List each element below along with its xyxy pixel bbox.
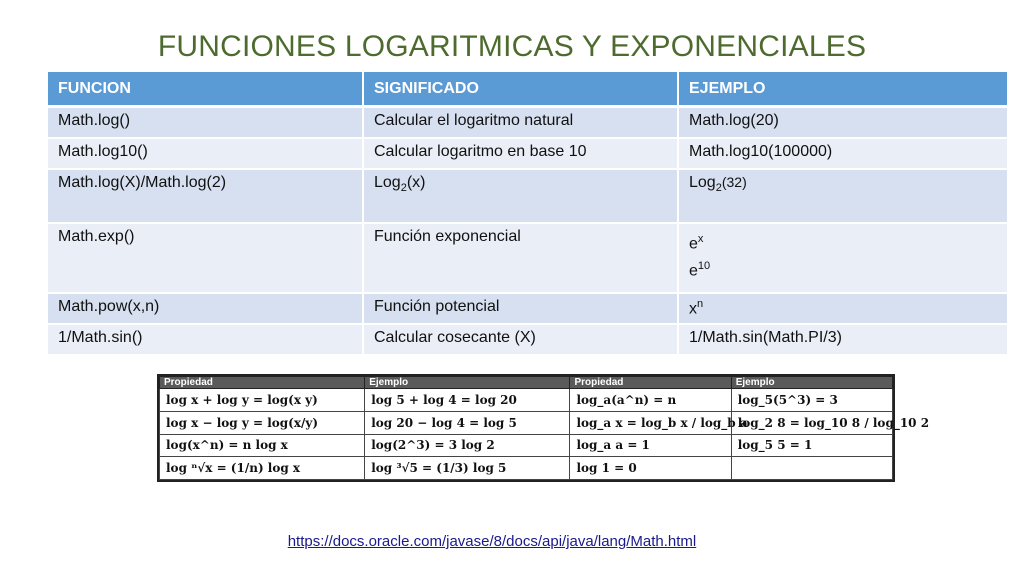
cell-ejemplo — [678, 223, 1008, 293]
table-row — [48, 223, 1008, 293]
props-cell: log_a a = 1 — [570, 434, 731, 457]
cell-funcion: Math.log(X)/Math.log(2) — [48, 169, 363, 223]
props-cell: log_2 8 = log_10 8 / log_10 2 — [731, 411, 892, 434]
log-text: Log — [689, 174, 716, 191]
log-text: Log — [374, 174, 401, 191]
props-cell: log x − log y = log(x/y) — [160, 411, 365, 434]
log-properties-image — [157, 374, 930, 482]
cell-significado — [363, 169, 678, 223]
exp-example-1 — [689, 228, 1007, 255]
props-cell: log ³√5 = (1/3) log 5 — [365, 457, 570, 480]
pow-exponent: n — [697, 298, 704, 310]
props-cell: log ⁿ√x = (1/n) log x — [160, 457, 365, 480]
log-base-sub: 2 — [715, 182, 722, 195]
cell-funcion: Math.exp() — [48, 223, 363, 293]
props-row — [160, 457, 893, 480]
cell-ejemplo: Math.log(20) — [678, 107, 1008, 139]
props-cell: log 1 = 0 — [570, 457, 731, 480]
props-cell: log(2^3) = 3 log 2 — [365, 434, 570, 457]
props-cell — [731, 457, 892, 480]
cell-ejemplo — [678, 293, 1008, 324]
header-significado: SIGNIFICADO — [363, 72, 678, 107]
props-header-row — [160, 377, 893, 389]
header-ejemplo: EJEMPLO — [678, 72, 1008, 107]
cell-funcion: Math.log() — [48, 107, 363, 139]
table-header-row — [48, 72, 1008, 107]
functions-table — [48, 72, 1009, 354]
exp-power: x — [697, 233, 704, 245]
props-row — [160, 389, 893, 412]
props-cell: log_a x = log_b x / log_b a — [570, 411, 731, 434]
cell-funcion: 1/Math.sin() — [48, 324, 363, 354]
table-row — [48, 138, 1008, 169]
pow-base: x — [689, 300, 697, 318]
props-header: Ejemplo — [731, 377, 892, 389]
table-row — [48, 169, 1008, 223]
log-properties-table — [159, 376, 930, 480]
props-cell: log 20 − log 4 = log 5 — [365, 411, 570, 434]
cell-funcion: Math.pow(x,n) — [48, 293, 363, 324]
props-header: Ejemplo — [365, 377, 570, 389]
props-cell: log(x^n) = n log x — [160, 434, 365, 457]
cell-significado: Función potencial — [363, 293, 678, 324]
cell-ejemplo: Math.log10(100000) — [678, 138, 1008, 169]
props-cell: log_5 5 = 1 — [731, 434, 892, 457]
cell-significado: Función exponencial — [363, 223, 678, 293]
cell-funcion: Math.log10() — [48, 138, 363, 169]
exp-base: e — [689, 235, 698, 253]
table-row — [48, 293, 1008, 324]
cell-ejemplo: 1/Math.sin(Math.PI/3) — [678, 324, 1008, 354]
table-row — [48, 324, 1008, 354]
log-base-sub: 2 — [400, 182, 407, 195]
cell-significado: Calcular logaritmo en base 10 — [363, 138, 678, 169]
cell-significado: Calcular cosecante (X) — [363, 324, 678, 354]
exp-example-2 — [689, 255, 1007, 282]
props-cell: log 5 + log 4 = log 20 — [365, 389, 570, 412]
props-row — [160, 434, 893, 457]
exp-base: e — [689, 262, 698, 280]
table-row — [48, 107, 1008, 139]
props-cell: log x + log y = log(x y) — [160, 389, 365, 412]
props-cell: log_5(5^3) = 3 — [731, 389, 892, 412]
oracle-docs-link[interactable]: https://docs.oracle.com/javase/8/docs/api/java/lang/Math.html — [287, 533, 697, 550]
log-arg: (x) — [406, 174, 426, 191]
props-cell: log_a(a^n) = n — [570, 389, 731, 412]
cell-significado: Calcular el logaritmo natural — [363, 107, 678, 139]
header-funcion: FUNCION — [48, 72, 363, 107]
cell-ejemplo — [678, 169, 1008, 223]
log-arg: (32) — [721, 174, 747, 190]
props-header: Propiedad — [160, 377, 365, 389]
exp-power: 10 — [697, 260, 711, 273]
props-header: Propiedad — [570, 377, 731, 389]
props-row — [160, 411, 893, 434]
page-title: FUNCIONES LOGARITMICAS Y EXPONENCIALES — [157, 30, 867, 63]
